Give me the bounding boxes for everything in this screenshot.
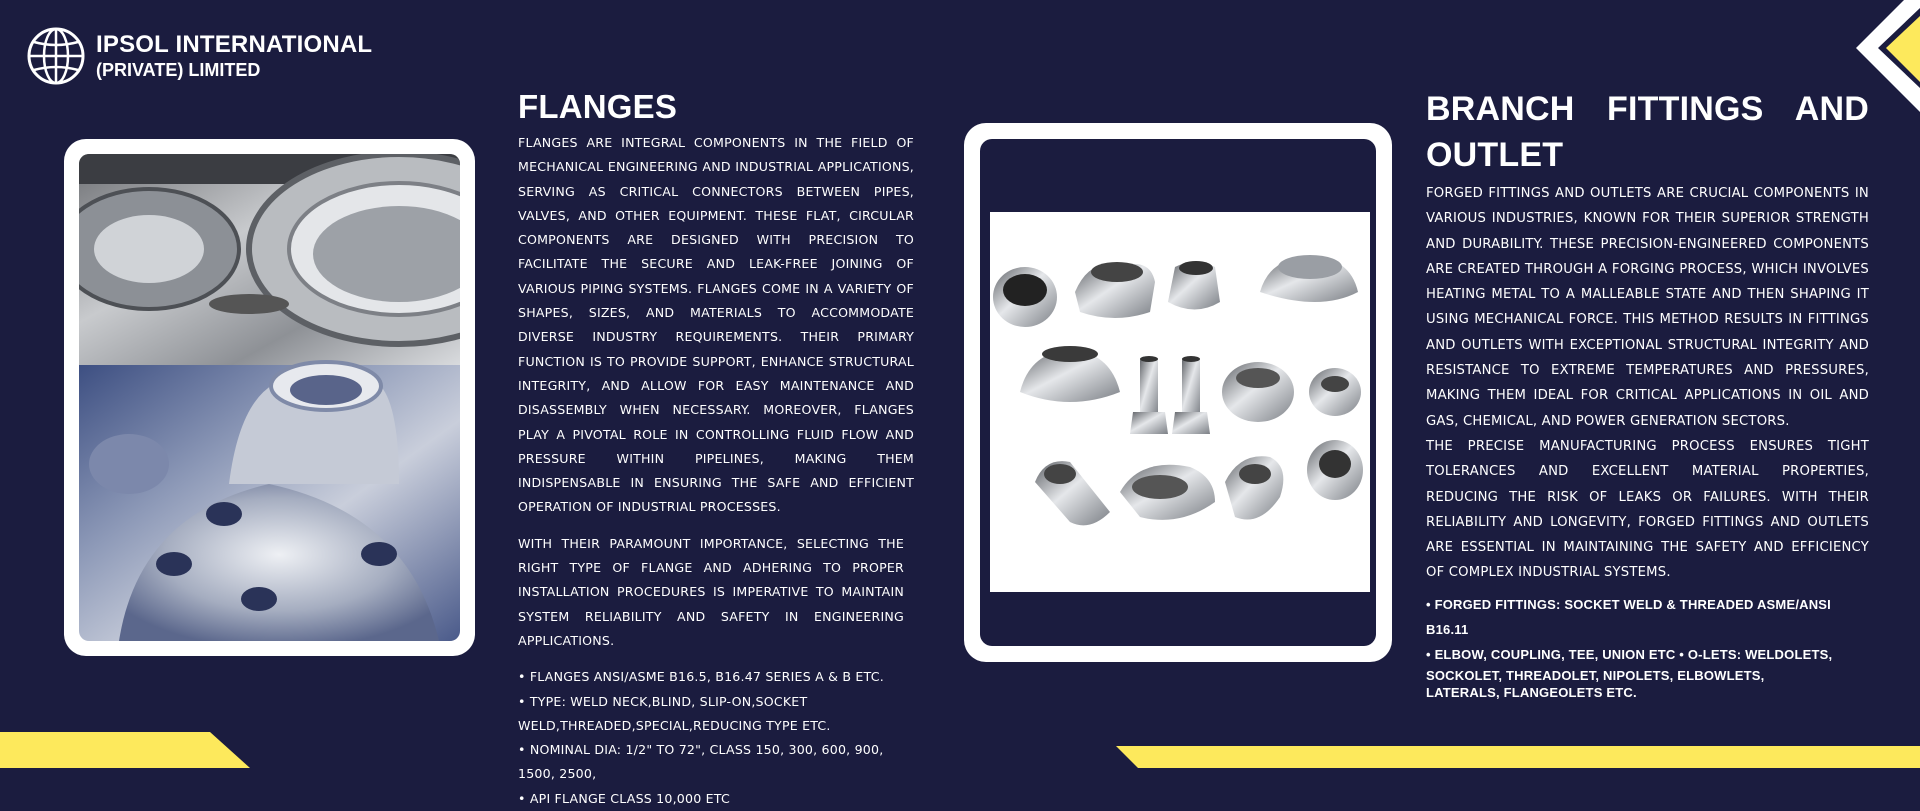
list-item: • TYPE: WELD NECK,BLIND, SLIP-ON,SOCKET <box>518 693 808 709</box>
list-item: LATERALS, FLANGEOLETS ETC. <box>1426 684 1637 700</box>
branch-fittings-spec-list <box>1426 592 1869 701</box>
list-item: WELD,THREADED,SPECIAL,REDUCING TYPE ETC. <box>518 717 831 733</box>
flanges-photo-frame <box>64 139 475 656</box>
flanges-photo <box>79 154 460 641</box>
branch-fittings-section <box>1426 86 1869 701</box>
title-line-2: OUTLET <box>1426 136 1564 174</box>
flanges-spec-list <box>518 665 914 811</box>
list-item: • API FLANGE CLASS 10,000 ETC <box>518 790 730 806</box>
title-line-1: BRANCH FITTINGS AND <box>1426 90 1869 128</box>
flanges-title: FLANGES <box>518 88 678 125</box>
list-item: • FORGED FITTINGS: SOCKET WELD & THREADED ASME/ANSI B16.11 <box>1426 596 1831 637</box>
branch-fittings-photo <box>990 212 1370 592</box>
company-name: IPSOL INTERNATIONAL <box>96 31 373 58</box>
flanges-description: FLANGES ARE INTEGRAL COMPONENTS IN THE FIELD OF MECHANICAL ENGINEERING AND INDUSTRIAL APPLICATIONS, SERVING AS CRITICAL CONNECTORS BETWEEN PIPES, VALVES, AND OTHER EQUIPMENT. THESE FLAT, CIRCULAR COMPONENTS ARE DESIGNED WITH PRECISION TO FACILITATE THE SECURE AND LEAK-FREE JOINING OF VARIOUS PIPING SYSTEMS. FLANGES COME IN A VARIETY OF SHAPES, SIZES, AND MATERIALS TO ACCOMMODATE DIVERSE INDUSTRY REQUIREMENTS. THEIR PRIMARY FUNCTION IS TO PROVIDE SUPPORT, ENHANCE STRUCTURAL INTEGRITY, AND ALLOW FOR EASY MAINTENANCE AND DISASSEMBLY WHEN NECESSARY. MOREOVER, FLANGES PLAY A PIVOTAL ROLE IN CONTROLLING FLUID FLOW AND PRESSURE WITHIN PIPELINES, MAKING THEM INDISPENSABLE IN ENSURING THE SAFE AND EFFICIENT OPERATION OF INDUSTRIAL PROCESSES. <box>518 135 914 515</box>
list-item: SOCKOLET, THREADOLET, NIPOLETS, ELBOWLETS, <box>1426 667 1765 683</box>
list-item: • FLANGES ANSI/ASME B16.5, B16.47 SERIES A & B ETC. <box>518 669 884 685</box>
branch-fittings-description: FORGED FITTINGS AND OUTLETS ARE CRUCIAL COMPONENTS IN VARIOUS INDUSTRIES, KNOWN FOR THEIR SUPERIOR STRENGTH AND DURABILITY. THESE PRECISION-ENGINEERED COMPONENTS ARE CREATED THROUGH A FORGING PROCESS, WHICH INVOLVES HEATING METAL TO A MALLEABLE STATE AND THEN SHAPING IT USING MECHANICAL FORCE. THIS METHOD RESULTS IN FITTINGS AND OUTLETS WITH EXCEPTIONAL STRUCTURAL INTEGRITY AND RESISTANCE TO EXTREME TEMPERATURES AND PRESSURES, MAKING THEM IDEAL FOR CRITICAL APPLICATIONS IN OIL AND GAS, CHEMICAL, AND POWER GENERATION SECTORS. <box>1426 186 1869 429</box>
bottom-left-stripe <box>0 732 250 768</box>
company-logo <box>26 26 372 86</box>
flanges-importance: WITH THEIR PARAMOUNT IMPORTANCE, SELECTING THE RIGHT TYPE OF FLANGE AND ADHERING TO PROPER INSTALLATION PROCEDURES IS IMPERATIVE TO MAINTAIN SYSTEM RELIABILITY AND SAFETY IN ENGINEERING APPLICATIONS. <box>518 535 904 648</box>
branch-fittings-manufacturing: THE PRECISE MANUFACTURING PROCESS ENSURES TIGHT TOLERANCES AND EXCELLENT MATERIAL PROPERTIES, REDUCING THE RISK OF LEAKS OR FAILURES. WITH THEIR RELIABILITY AND LONGEVITY, FORGED FITTINGS AND OUTLETS ARE ESSENTIAL IN MAINTAINING THE SAFETY AND EFFICIENCY OF COMPLEX INDUSTRIAL SYSTEMS. <box>1426 438 1869 581</box>
flanges-section <box>518 86 914 811</box>
bottom-right-stripe <box>1116 746 1920 768</box>
list-item: • NOMINAL DIA: 1/2" TO 72", CLASS 150, 300, 600, 900, 1500, 2500, <box>518 742 884 782</box>
company-suffix: (PRIVATE) LIMITED <box>96 60 261 80</box>
branch-fittings-title <box>1426 86 1869 178</box>
globe-icon <box>26 26 86 86</box>
list-item: • ELBOW, COUPLING, TEE, UNION ETC • O-LETS: WELDOLETS, <box>1426 646 1833 662</box>
